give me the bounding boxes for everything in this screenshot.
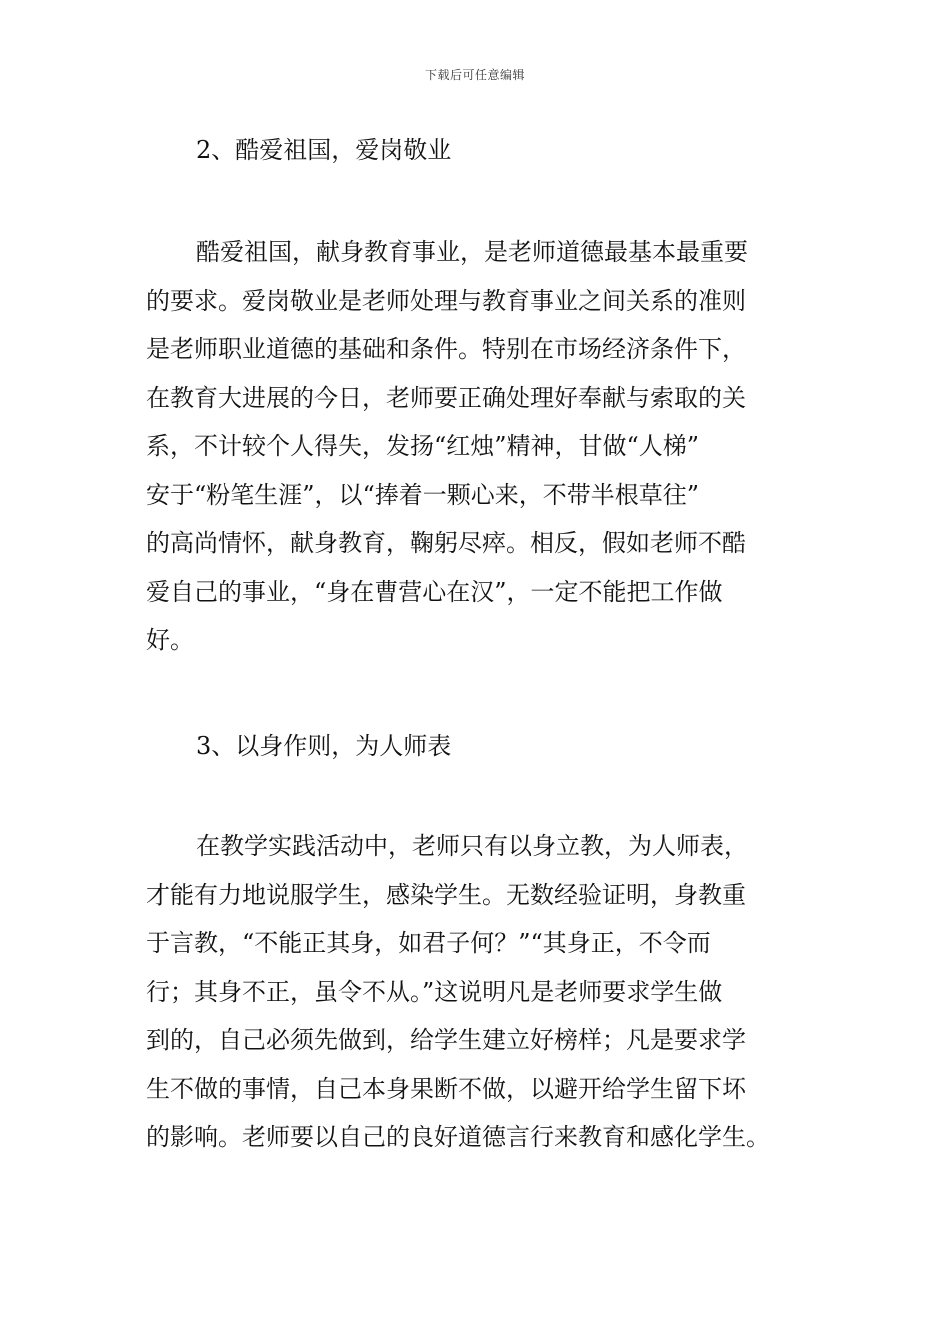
section-2-paragraph xyxy=(146,228,806,665)
paragraph-line: 于言教，“不能正其身，如君子何？”“其身正，不令而 xyxy=(146,929,711,957)
paragraph-line: 生不做的事情，自己本身果断不做，以避开给学生留下坏 xyxy=(146,1074,746,1103)
paragraph-line: 才能有力地说服学生，感染学生。无数经验证明，身教重 xyxy=(146,880,746,909)
paragraph-line: 到的，自己必须先做到，给学生建立好榜样；凡是要求学 xyxy=(146,1026,746,1054)
paragraph-line: 好。 xyxy=(146,626,194,654)
header-note: 下载后可任意编辑 xyxy=(424,68,525,82)
section-3-heading: 3、以身作则，为人师表 xyxy=(196,732,452,760)
paragraph-line: 系，不计较个人得失，发扬“红烛”精神，甘做“人梯” xyxy=(146,432,700,460)
paragraph-line: 的要求。爱岗敬业是老师处理与教育事业之间关系的准则 xyxy=(146,286,746,315)
paragraph-line: 行；其身不正，虽令不从。”这说明凡是老师要求学生做 xyxy=(146,977,723,1006)
section-2-heading: 2、酷爱祖国，爱岗敬业 xyxy=(196,136,452,164)
paragraph-line: 安于“粉笔生涯”，以“捧着一颗心来，不带半根草往” xyxy=(146,480,700,509)
paragraph-line: 是老师职业道德的基础和条件。特别在市场经济条件下， xyxy=(146,335,746,363)
paragraph-line: 的影响。老师要以自己的良好道德言行来教育和感化学生。 xyxy=(146,1123,770,1151)
paragraph-line: 酷爱祖国，献身教育事业，是老师道德最基本最重要 xyxy=(196,238,748,266)
paragraph-line: 在教学实践活动中，老师只有以身立教，为人师表， xyxy=(196,832,748,860)
section-3-paragraph xyxy=(146,822,806,1162)
paragraph-line: 爱自己的事业，“身在曹营心在汉”，一定不能把工作做 xyxy=(146,577,723,606)
paragraph-line: 在教育大进展的今日，老师要正确处理好奉献与索取的关 xyxy=(146,383,746,412)
paragraph-line: 的高尚情怀，献身教育，鞠躬尽瘁。相反，假如老师不酷 xyxy=(146,529,746,557)
